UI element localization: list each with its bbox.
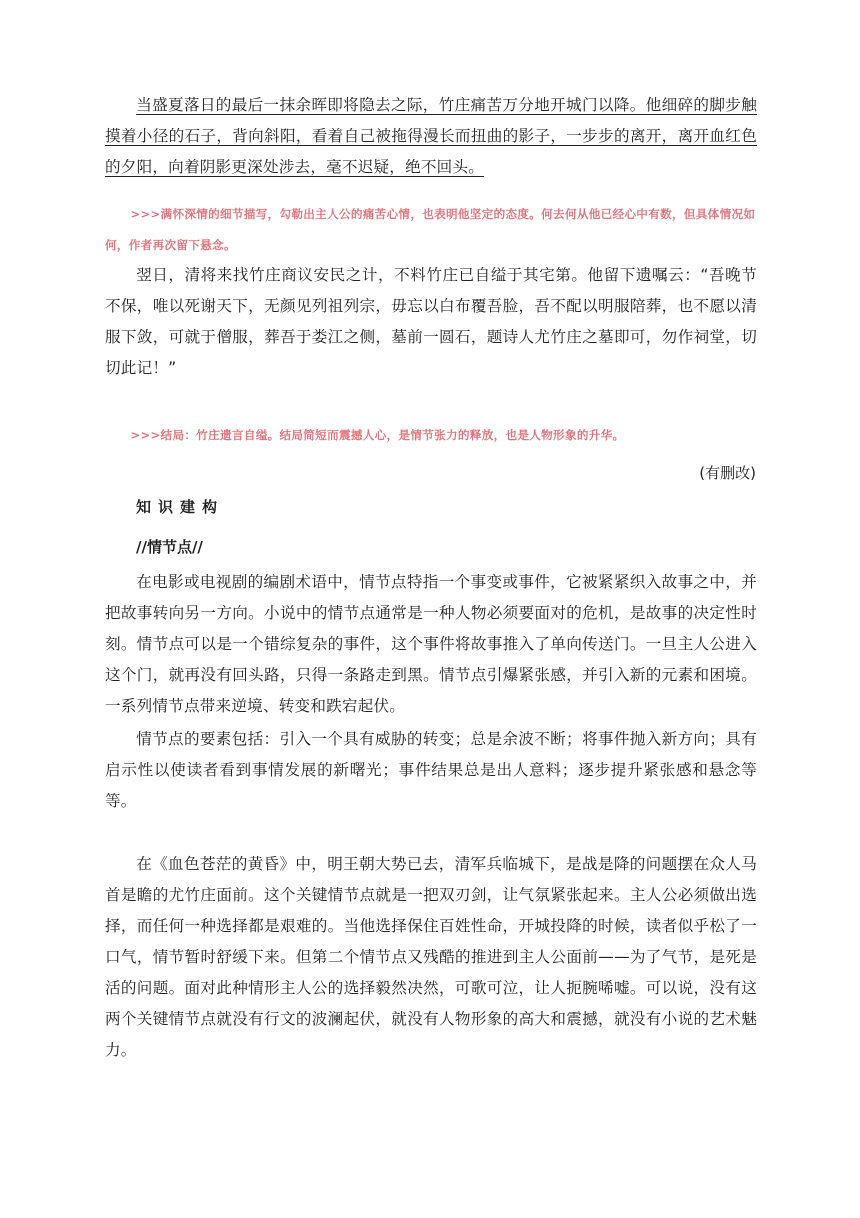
knowledge-paragraph-2: 情节点的要素包括：引入一个具有威胁的转变；总是余波不断；将事件抛入新方向；具有启示性以使读者看到事情发展的新曙光；事件结果总是出人意料；逐步提升紧张感和悬念等等。: [105, 730, 757, 810]
annotation-note-2: >>>结局：竹庄遗言自缢。结局简短而震撼人心，是情节张力的释放，也是人物形象的升华。: [130, 428, 625, 442]
underlined-text: 当盛夏落日的最后一抹余晖即将隐去之际，竹庄痛苦万分地开城门以降。他细碎的脚步触摸着小径的石子，背向斜阳，看着自己被拖得漫长而扭曲的影子，一步步的离开，离开血红色的夕阳，向着阴影更深处涉去，毫不迟疑，绝不回头。: [105, 96, 757, 176]
story-paragraph-2: 翌日，清将来找竹庄商议安民之计，不料竹庄已自缢于其宅第。他留下遗嘱云：“吾晚节不保，唯以死谢天下，无颜见列祖列宗，毋忘以白布覆吾脸，吾不配以明服陪葬，也不愿以清服下敛，可就于僧服，葬吾于娄江之侧，墓前一圆石，题诗人尤竹庄之墓即可，勿作祠堂，切切此记！”: [105, 266, 757, 377]
annotation-note-1: >>>满怀深情的细节描写，勾勒出主人公的痛苦心情，也表明他坚定的态度。何去何从他已经心中有数，但具体情况如何，作者再次留下悬念。: [105, 207, 756, 252]
knowledge-paragraph-3: 在《血色苍茫的黄昏》中，明王朝大势已去，清军兵临城下，是战是降的问题摆在众人马首是瞻的尤竹庄面前。这个关键情节点就是一把双刃剑，让气氛紧张起来。主人公必须做出选择，而任何一种选择都是艰难的。当他选择保住百姓性命，开城投降的时候，读者似乎松了一口气，情节暂时舒缓下来。但第二个情节点又残酷的推进到主人公面前——为了气节，是死是活的问题。面对此种情形主人公的选择毅然决然，可歌可泣，让人扼腕唏嘘。可以说，没有这两个关键情节点就没有行文的波澜起伏，就没有人物形象的高大和震撼，就没有小说的艺术魅力。: [105, 855, 757, 1059]
knowledge-paragraph-1: 在电影或电视剧的编剧术语中，情节点特指一个事变或事件，它被紧紧织入故事之中，并把故事转向另一方向。小说中的情节点通常是一种人物必须要面对的危机，是故事的决定性时刻。情节点可以是一个错综复杂的事件，这个事件将故事推入了单向传送门。一旦主人公进入这个门，就再没有回头路，只得一条路走到黑。情节点引爆紧张感，并引入新的元素和困境。一系列情节点带来逆境、转变和跌宕起伏。: [105, 573, 757, 715]
source-note: (有删改): [699, 464, 756, 482]
section-subheading: //情节点//: [136, 538, 203, 556]
story-paragraph-1: [105, 90, 757, 183]
section-heading: 知识建构: [136, 498, 225, 516]
